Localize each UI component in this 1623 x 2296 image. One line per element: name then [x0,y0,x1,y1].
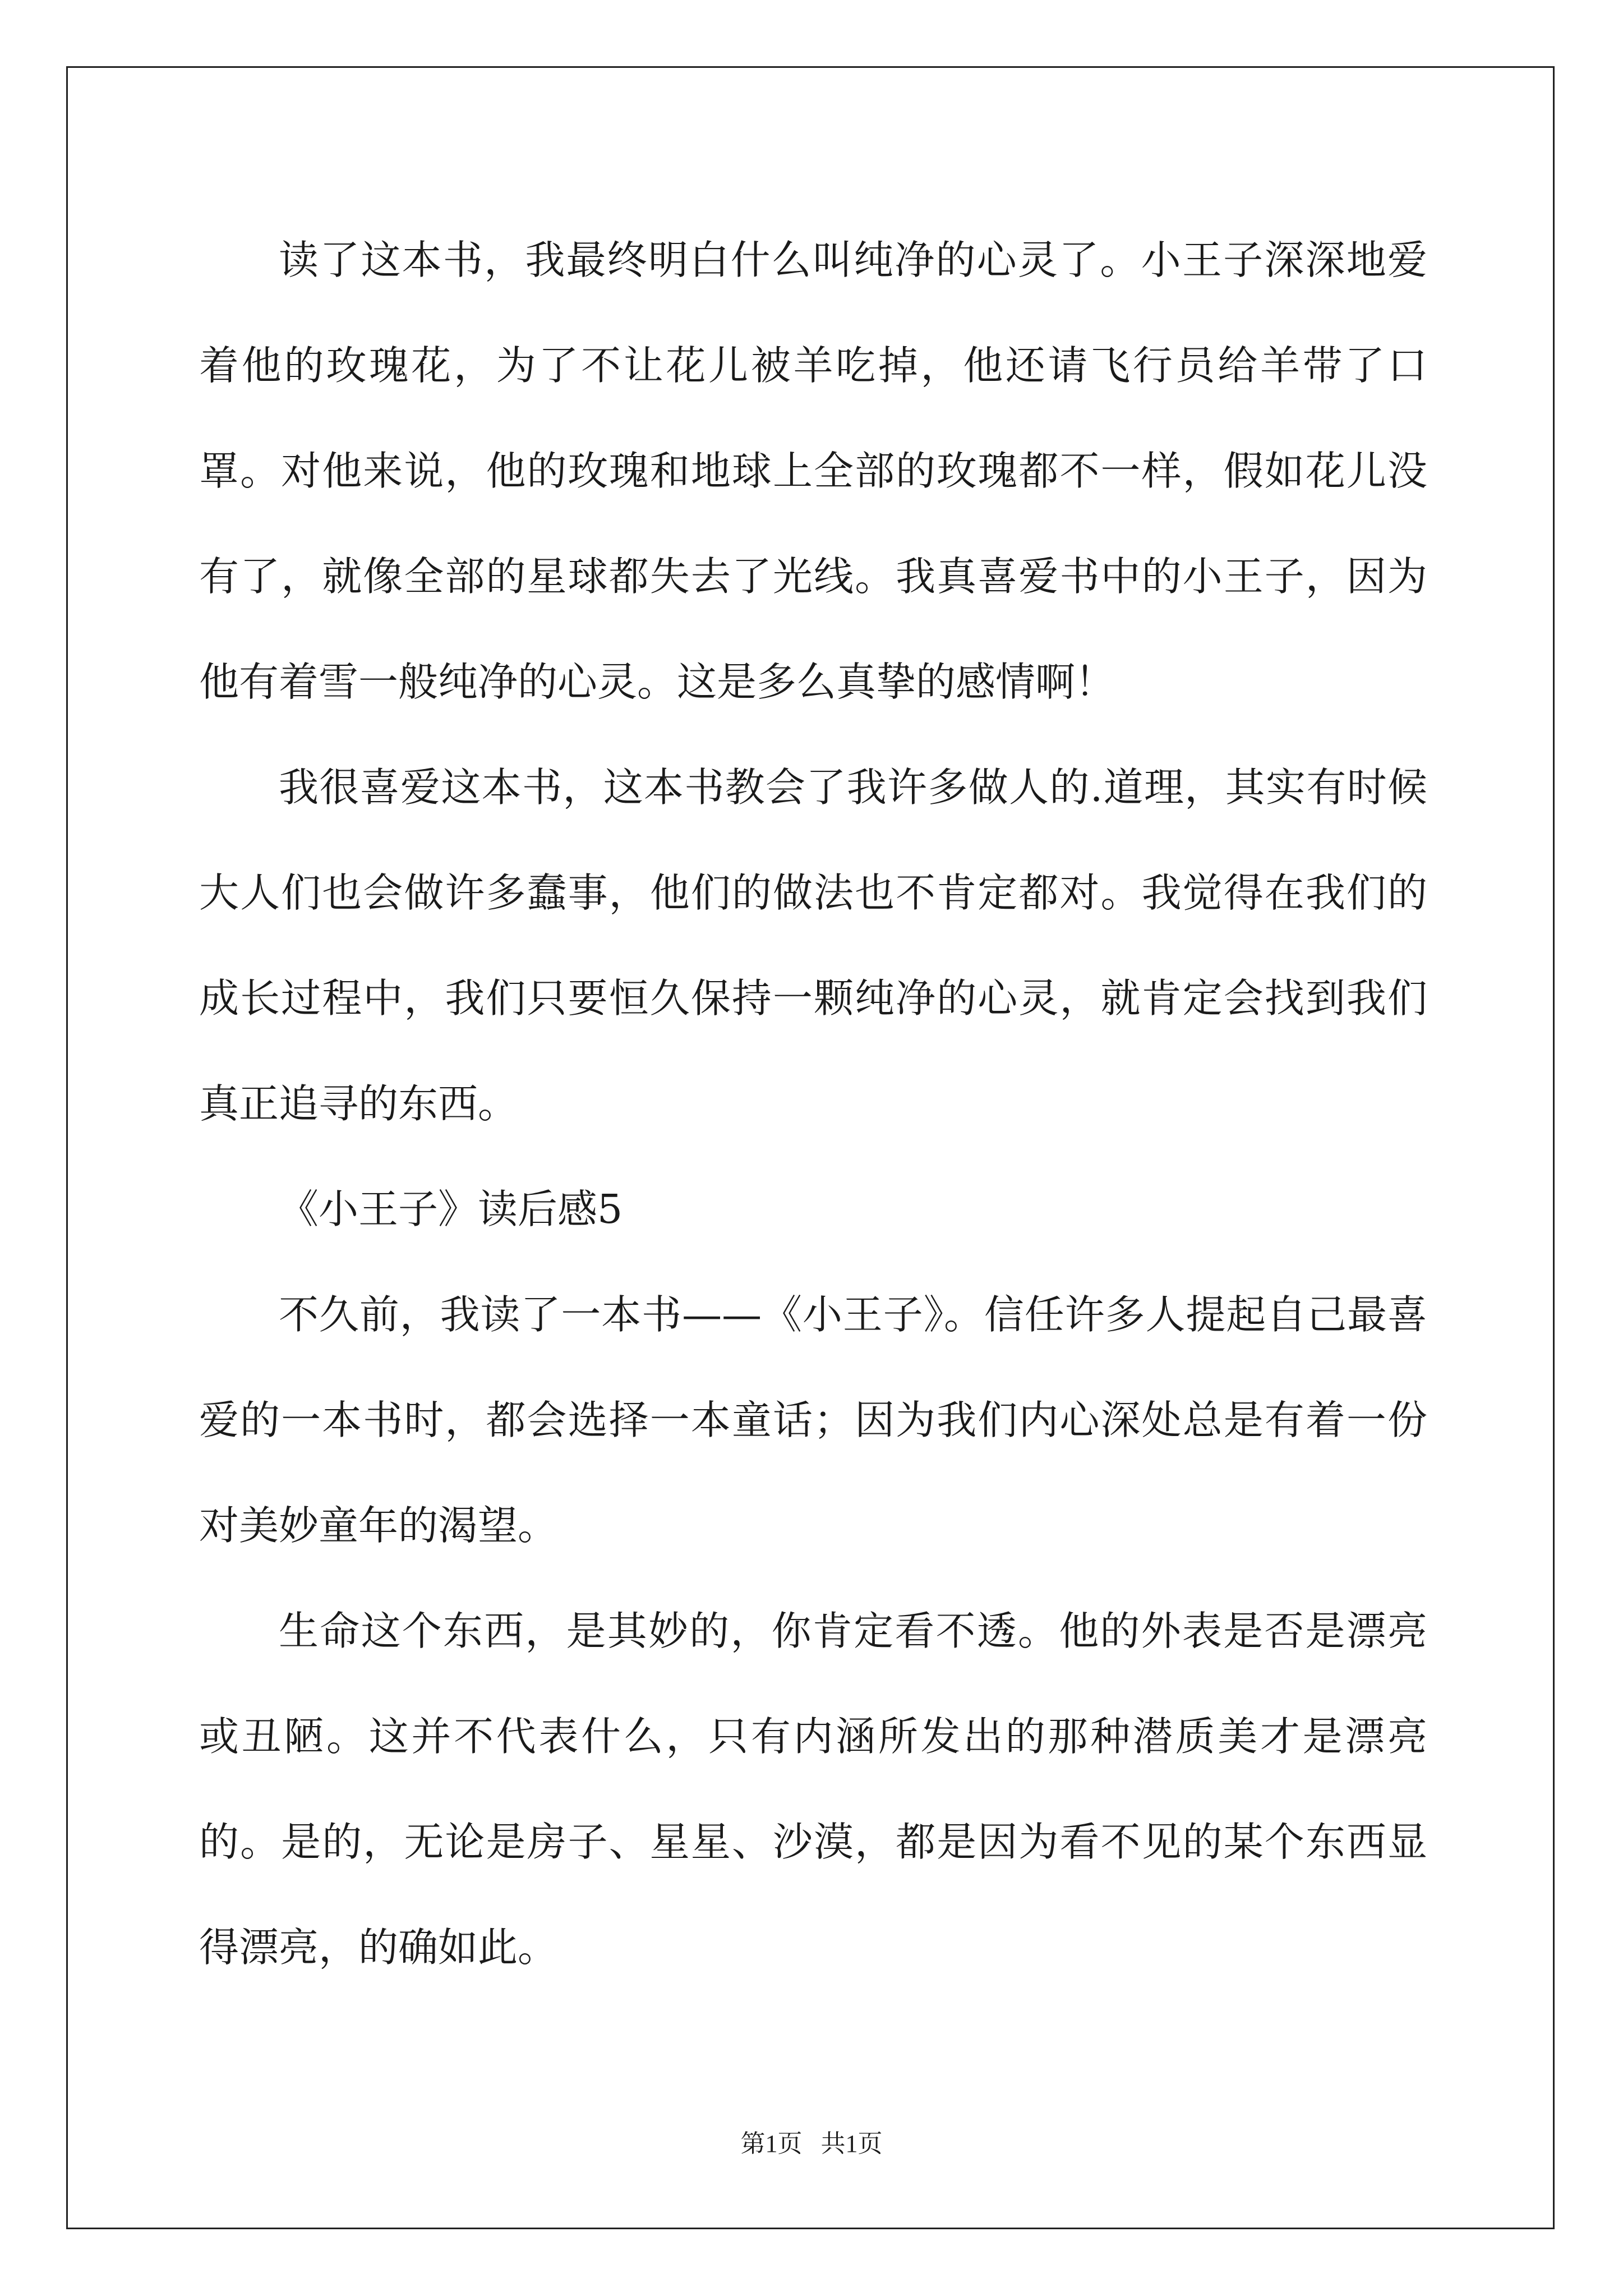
section-heading: 《小王子》读后感5 [279,1186,623,1232]
page-footer: 第1页 共1页 [740,2130,883,2157]
paragraph-2: 我很喜爱这本书，这本书教会了我许多做人的.道理，其实有时候大人们也会做许多蠢事，他们的做法也不肯定都对。我觉得在我们的成长过程中，我们只要恒久保持一颗纯净的心灵，就肯定会找到我们真正追寻的东西。 [199,764,1427,1127]
paragraph-3: 不久前，我读了一本书——《小王子》。信任许多人提起自己最喜爱的一本书时，都会选择一本童话；因为我们内心深处总是有着一份对美妙童年的渴望。 [199,1291,1427,1549]
document-body [199,208,1427,2000]
paragraph-4: 生命这个东西，是其妙的，你肯定看不透。他的外表是否是漂亮或丑陋。这并不代表什么，只有内涵所发出的那种潜质美才是漂亮的。是的，无论是房子、星星、沙漠，都是因为看不见的某个东西显得漂亮，的确如此。 [199,1608,1427,1971]
paragraph-1: 读了这本书，我最终明白什么叫纯净的心灵了。小王子深深地爱着他的玫瑰花，为了不让花儿被羊吃掉，他还请飞行员给羊带了口罩。对他来说，他的玫瑰和地球上全部的玫瑰都不一样，假如花儿没有了，就像全部的星球都失去了光线。我真喜爱书中的小王子，因为他有着雪一般纯净的心灵。这是多么真挚的感情啊！ [199,237,1427,705]
